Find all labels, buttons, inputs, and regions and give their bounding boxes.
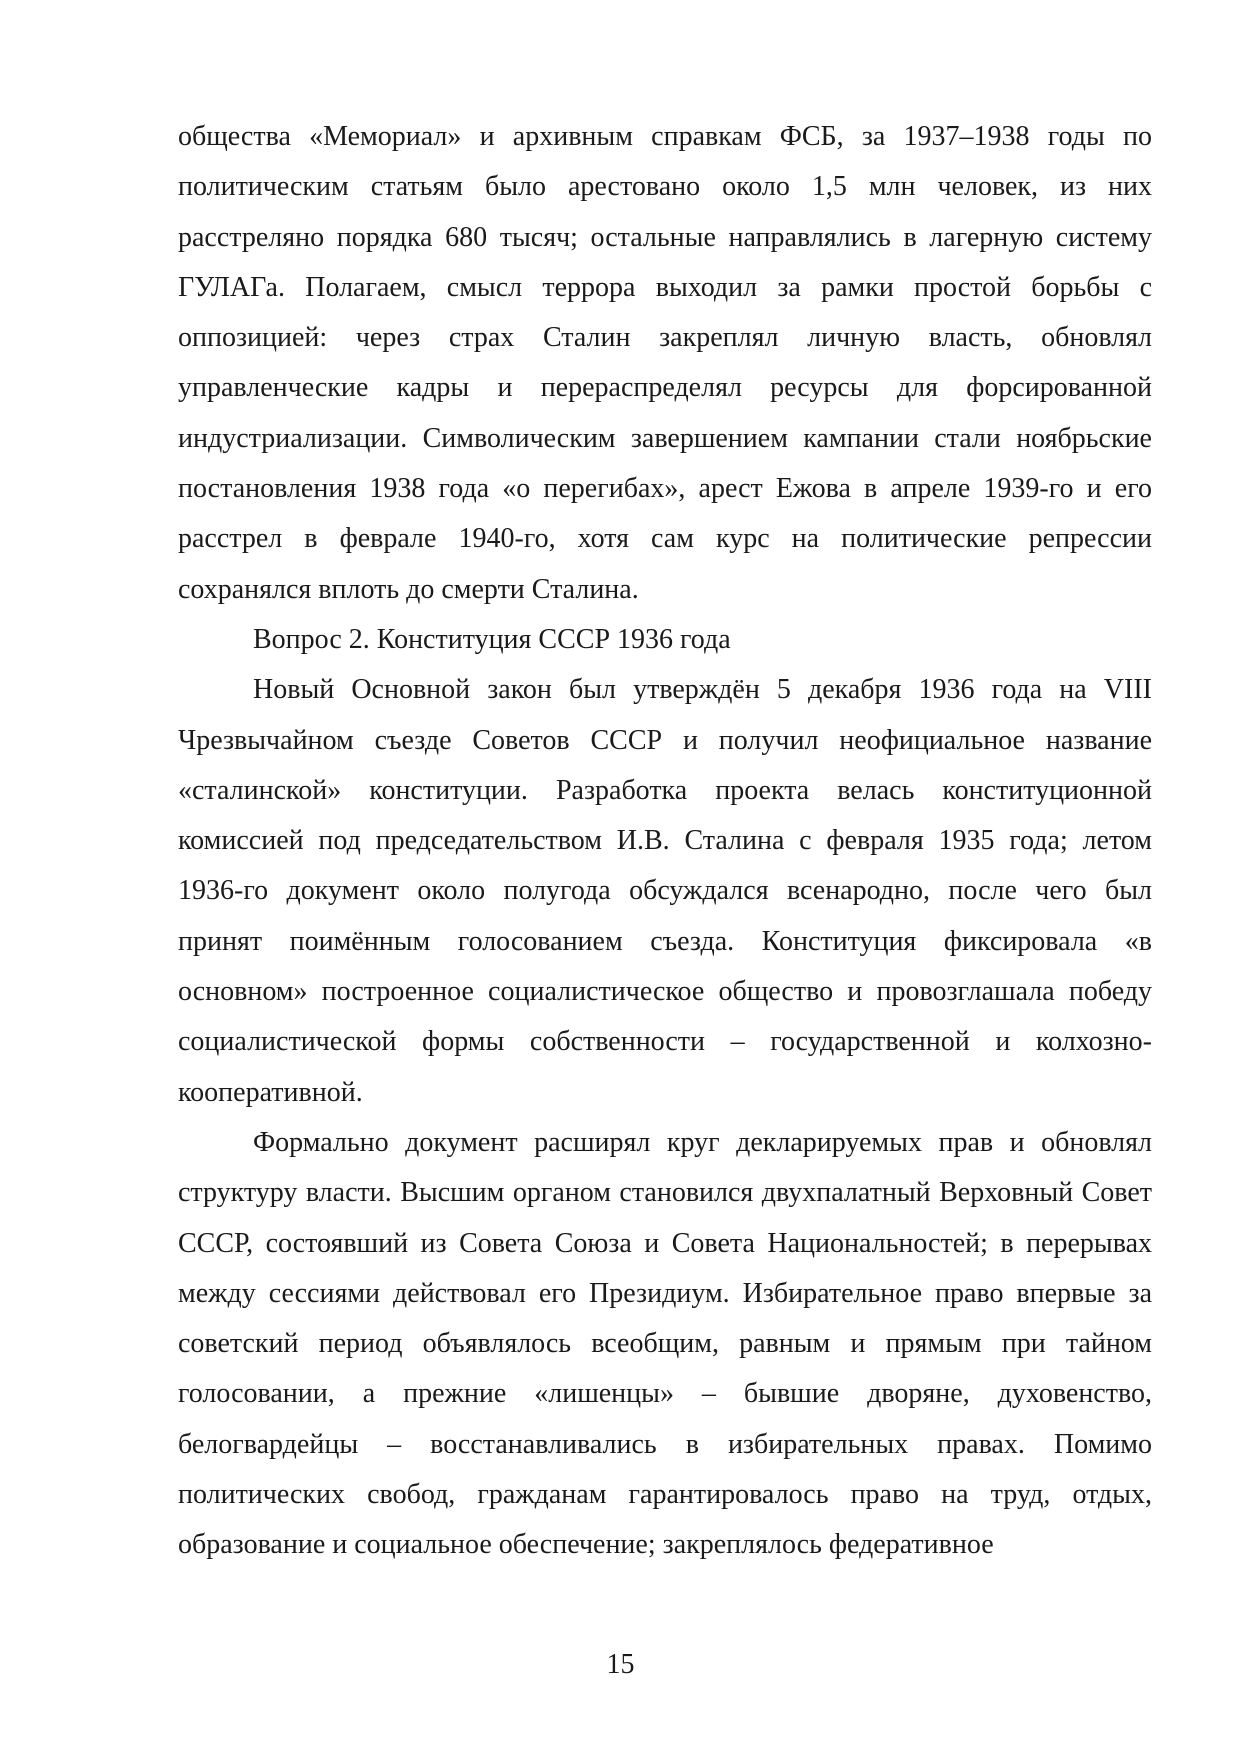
page-number: 15 [606, 1649, 635, 1680]
paragraph-terror-summary: общества «Мемориал» и архивным справкам ФСБ, за 1937–1938 годы по политическим статьям было арестовано около 1,5 млн человек, из них расстреляно порядка 680 тысяч; остальные направлялись в лагерную систему ГУЛАГа. Полагаем, смысл террора выходил за рамки простой борьбы с оппозицией: через страх Сталин закреплял личную власть, обновлял управленческие кадры и перераспределял ресурсы для форсированной индустриализации. Символическим завершением кампании стали ноябрьские постановления 1938 года «о перегибах», арест Ежова в апреле 1939-го и его расстрел в феврале 1940-го, хотя сам курс на политические репрессии сохранялся вплоть до смерти Сталина. [178, 121, 1152, 605]
page-body [178, 112, 1152, 1571]
section-heading-question-2: Вопрос 2. Конституция СССР 1936 года [253, 623, 731, 655]
paragraph-constitution-adoption: Новый Основной закон был утверждён 5 декабря 1936 года на VIII Чрезвычайном съезде Советов СССР и получил неофициальное название «сталинской» конституции. Разработка проекта велась конституционной комиссией под председательством И.В. Сталина с февраля 1935 года; летом 1936-го документ около полугода обсуждался всенародно, после чего был принят поимённым голосованием съезда. Конституция фиксировала «в основном» построенное социалистическое общество и провозглашала победу социалистической формы собственности – государственной и колхозно-кооперативной. [178, 674, 1152, 1108]
paragraph-constitution-structure: Формально документ расширял круг декларируемых прав и обновлял структуру власти. Высшим органом становился двухпалатный Верховный Совет СССР, состоявший из Совета Союза и Совета Национальностей; в перерывах между сессиями действовал его Президиум. Избирательное право впервые за советский период объявлялось всеобщим, равным и прямым при тайном голосовании, а прежние «лишенцы» – бывшие дворяне, духовенство, белогвардейцы – восстанавливались в избирательных правах. Помимо политических свобод, гражданам гарантировалось право на труд, отдых, образование и социальное обеспечение; закреплялось федеративное [178, 1126, 1152, 1561]
